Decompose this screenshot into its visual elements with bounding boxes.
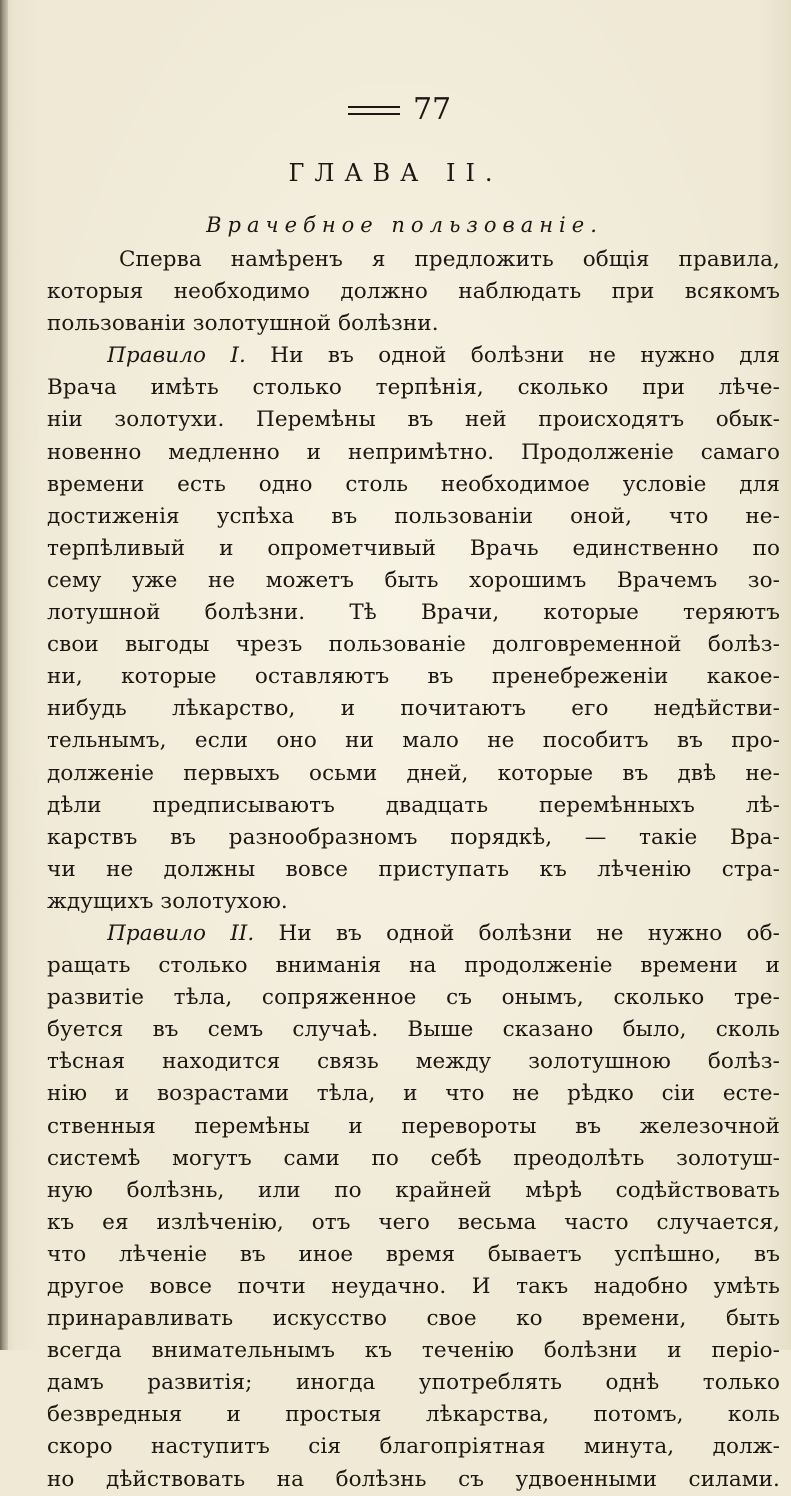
- text-line: Сперва намѣренъ я предложить общія правила,: [119, 247, 780, 272]
- text-line: безвредныя и простыя лѣкарства, потомъ, коль: [47, 1402, 780, 1428]
- text-line: развитіе тѣла, сопряженное съ онымъ, сколько тре-: [47, 985, 780, 1011]
- text-line: что лѣченіе въ иное время бываетъ успѣшно, въ: [47, 1241, 780, 1267]
- text-line: нію и возрастами тѣла, и что не рѣдко сіи есте-: [47, 1081, 780, 1107]
- text-line: чи не должны вовсе приступать къ лѣченію стра-: [47, 856, 780, 882]
- rule-first-line: [107, 340, 780, 372]
- page-binding-edge: [0, 0, 8, 1350]
- text-line: но дѣйствовать на болѣзнь съ удвоенными силами.: [47, 1466, 780, 1492]
- section-subtitle: Врачебное пользованіе.: [206, 213, 603, 237]
- text-line: которыя необходимо должно наблюдать при всякомъ: [47, 279, 780, 305]
- text-line: къ ея излѣченію, отъ чего весьма часто случается,: [47, 1209, 780, 1235]
- page-number: 77: [412, 92, 452, 127]
- text-line: тельнымъ, если оно ни мало не пособитъ въ про-: [47, 728, 780, 754]
- rule-text: Ни въ одной болѣзни не нужно об-: [278, 920, 780, 946]
- text-line: терпѣливый и опрометчивый Врачь единственно по: [47, 535, 780, 561]
- text-line: ственныя перемѣны и перевороты въ железочной: [47, 1113, 780, 1139]
- text-line: системѣ могутъ сами по себѣ преодолѣть золотуш-: [47, 1145, 780, 1171]
- text-line: тѣсная находится связь между золотушною болѣз-: [47, 1049, 780, 1075]
- text-line: буется въ семъ случаѣ. Выше сказано было, сколь: [47, 1017, 780, 1043]
- text-line: долженіе первыхъ осьми дней, которые въ двѣ не-: [47, 760, 780, 786]
- text-line: свои выгоды чрезъ пользованіе долговременной болѣз-: [47, 632, 780, 658]
- page-header: [0, 88, 791, 132]
- text-line: дамъ развитія; иногда употреблять однѣ только: [47, 1370, 780, 1396]
- text-line: принаравливать искусство свое ко времени, быть: [47, 1306, 780, 1332]
- rule-first-line: [107, 918, 780, 950]
- header-rule-left: [348, 106, 400, 115]
- rule-label: Правило II.: [107, 920, 255, 946]
- text-line: пользованіи золотушной болѣзни.: [47, 311, 439, 337]
- rule-text: Ни въ одной болѣзни не нужно для: [270, 343, 780, 369]
- text-line: достиженія успѣха въ пользованіи оной, что не-: [47, 503, 780, 529]
- text-line: карствъ въ разнообразномъ порядкѣ, — такіе Вра-: [47, 824, 780, 850]
- text-line: скоро наступитъ сія благопріятная минута, долж-: [47, 1434, 780, 1460]
- text-line: Врача имѣть столько терпѣнія, сколько при лѣче-: [47, 375, 780, 401]
- text-line: новенно медленно и непримѣтно. Продолженіе самаго: [47, 439, 780, 465]
- text-line: ращать столько вниманія на продолженіе времени и: [47, 953, 780, 979]
- chapter-heading: ГЛАВА II.: [288, 159, 503, 187]
- text-line: сему уже не можетъ быть хорошимъ Врачемъ зо-: [47, 567, 780, 593]
- text-line: другое вовсе почти неудачно. И такъ надобно умѣть: [47, 1274, 780, 1299]
- text-line: времени есть одно столь необходимое условіе для: [47, 471, 780, 497]
- rule-label: Правило I.: [107, 343, 246, 369]
- text-line: ную болѣзнь, или по крайней мѣрѣ содѣйствовать: [47, 1177, 780, 1203]
- text-line: ніи золотухи. Перемѣны въ ней происходятъ обык-: [47, 407, 780, 433]
- text-line: дѣли предписываютъ двадцать перемѣнныхъ лѣ-: [47, 792, 780, 818]
- text-line: всегда внимательнымъ къ теченію болѣзни и періо-: [47, 1338, 780, 1364]
- body-text: [47, 244, 780, 1496]
- text-line: лотушной болѣзни. Тѣ Врачи, которые теряютъ: [47, 600, 780, 626]
- text-line: ни, которые оставляютъ въ пренебреженіи какое-: [47, 664, 780, 690]
- text-line: нибудь лѣкарство, и почитаютъ его недѣйстви-: [47, 696, 780, 722]
- text-line: ждущихъ золотухою.: [47, 888, 288, 914]
